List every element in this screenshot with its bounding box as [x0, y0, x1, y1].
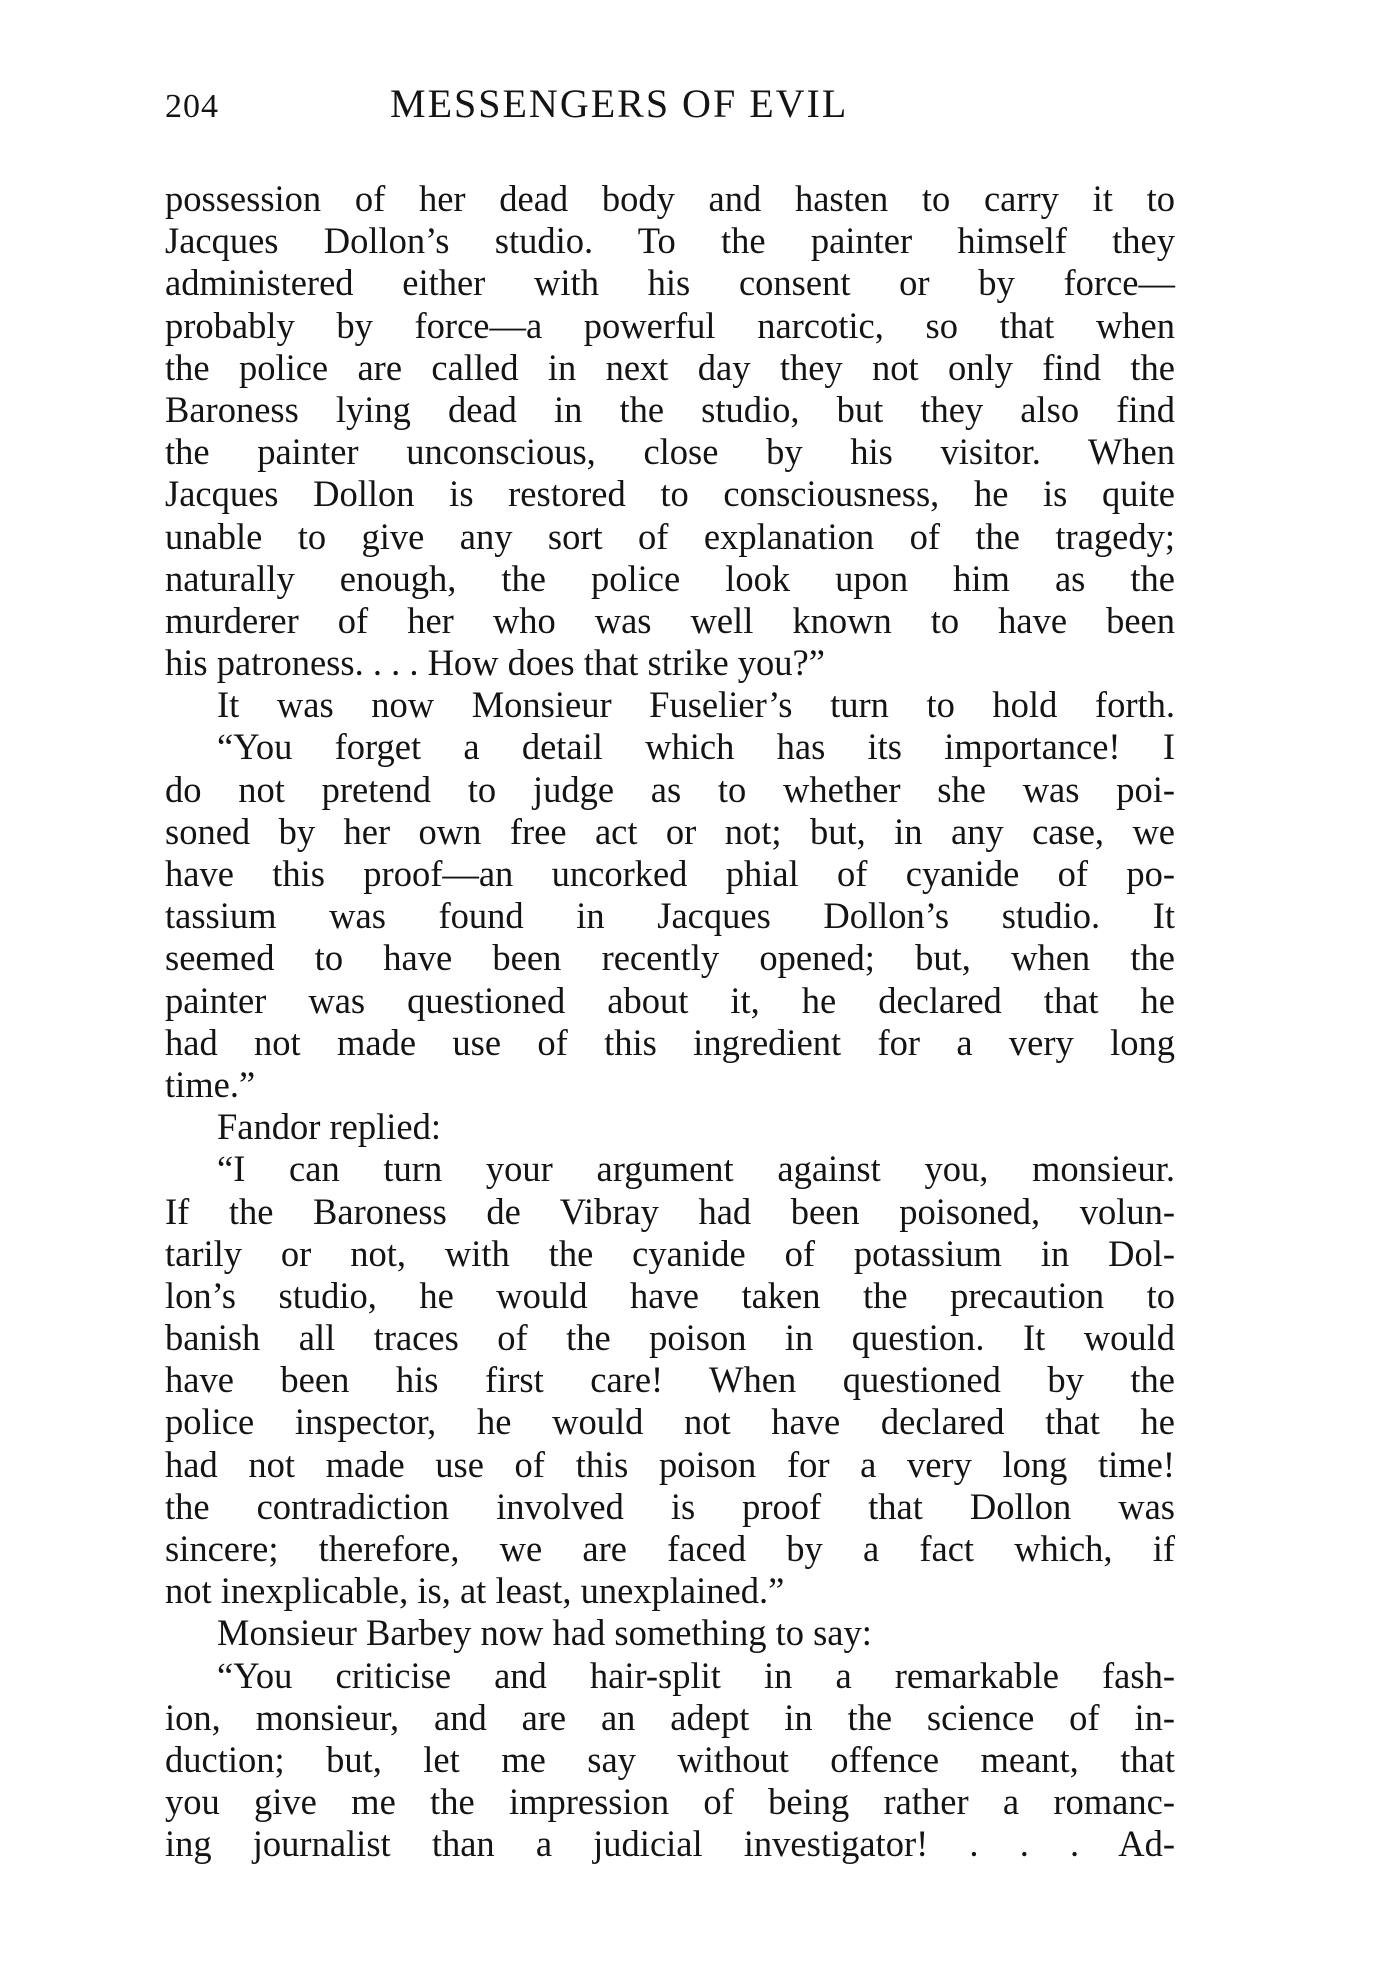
text-line: If the Baroness de Vibray had been poisoned, volun- [165, 1190, 1175, 1232]
text-line: Monsieur Barbey now had something to say: [217, 1612, 872, 1654]
text-line: Baroness lying dead in the studio, but they also find [165, 388, 1175, 430]
text-line: soned by her own free act or not; but, in any case, we [165, 810, 1175, 852]
page-number: 204 [165, 88, 219, 125]
text-line: murderer of her who was well known to have been [165, 599, 1175, 641]
text-line: seemed to have been recently opened; but, when the [165, 937, 1175, 979]
text-line: “You forget a detail which has its importance! I [217, 726, 1175, 768]
text-line: tassium was found in Jacques Dollon’s studio. It [165, 895, 1175, 937]
text-line: “I can turn your argument against you, monsieur. [217, 1148, 1175, 1190]
text-line: banish all traces of the poison in question. It would [165, 1317, 1175, 1359]
text-line: do not pretend to judge as to whether she was poi- [165, 768, 1175, 810]
text-line: naturally enough, the police look upon him as the [165, 557, 1175, 599]
text-line: Fandor replied: [217, 1106, 442, 1148]
text-line: unable to give any sort of explanation of the tragedy; [165, 515, 1175, 557]
text-line: “You criticise and hair-split in a remarkable fash- [217, 1654, 1175, 1696]
text-line: painter was questioned about it, he declared that he [165, 979, 1175, 1021]
text-line: the police are called in next day they not only find the [165, 346, 1175, 388]
text-line: have this proof—an uncorked phial of cyanide of po- [165, 853, 1175, 894]
text-line: lon’s studio, he would have taken the precaution to [165, 1274, 1175, 1316]
text-line: had not made use of this poison for a very long time! [165, 1443, 1175, 1485]
running-title: MESSENGERS OF EVIL [390, 81, 849, 126]
text-line: Jacques Dollon’s studio. To the painter himself they [165, 220, 1175, 262]
text-line: It was now Monsieur Fuselier’s turn to hold forth. [217, 684, 1175, 726]
text-line: probably by force—a powerful narcotic, so that when [165, 304, 1175, 346]
text-line: sincere; therefore, we are faced by a fact which, if [165, 1528, 1175, 1569]
text-line: ion, monsieur, and are an adept in the science of in- [165, 1696, 1175, 1738]
text-line: his patroness. . . . How does that strike you?” [165, 642, 825, 684]
text-line: administered either with his consent or by force— [165, 262, 1175, 304]
text-line: the contradiction involved is proof that Dollon was [165, 1485, 1175, 1527]
text-line: tarily or not, with the cyanide of potassium in Dol- [165, 1232, 1175, 1274]
text-line: you give me the impression of being rather a romanc- [165, 1781, 1175, 1823]
text-line: ing journalist than a judicial investigator! . . . Ad- [165, 1823, 1175, 1865]
text-line: time.” [165, 1063, 256, 1105]
text-line: the painter unconscious, close by his visitor. When [165, 431, 1175, 473]
text-line: Jacques Dollon is restored to consciousness, he is quite [165, 473, 1175, 515]
text-line: duction; but, let me say without offence meant, that [165, 1738, 1175, 1780]
text-line: had not made use of this ingredient for a very long [165, 1021, 1175, 1063]
page-header [165, 80, 1175, 140]
text-line: not inexplicable, is, at least, unexplained.” [165, 1570, 785, 1612]
text-line: possession of her dead body and hasten to carry it to [165, 178, 1175, 219]
text-line: police inspector, he would not have declared that he [165, 1401, 1175, 1443]
body-text [165, 178, 1175, 1866]
text-line: have been his first care! When questioned by the [165, 1359, 1175, 1401]
